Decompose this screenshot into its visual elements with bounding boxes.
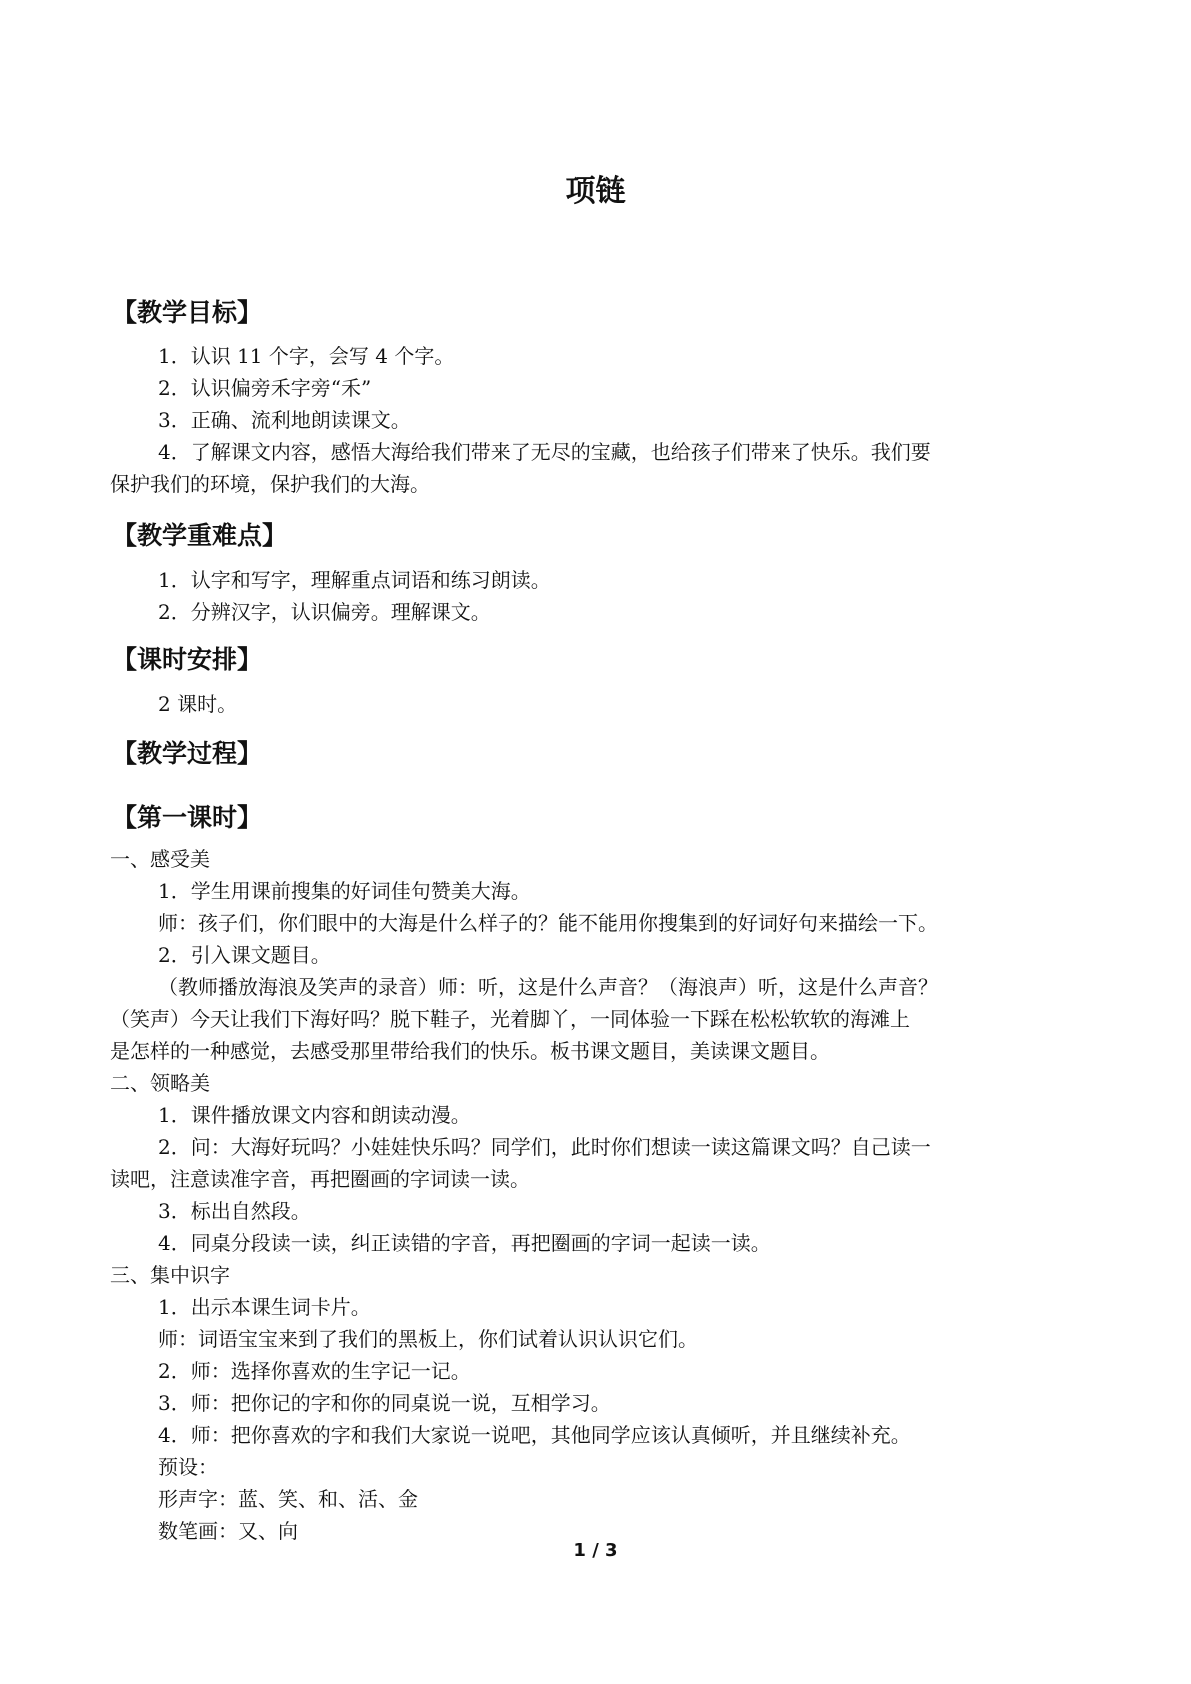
paragraph-line: 1．认识 11 个字，会写 4 个字。 — [158, 344, 455, 368]
section-heading-goals: 【教学目标】 — [112, 298, 263, 327]
subsection-heading: 三、集中识字 — [110, 1263, 230, 1287]
section-heading-key-points: 【教学重难点】 — [112, 521, 288, 550]
section-heading-process: 【教学过程】 — [112, 739, 263, 768]
page-number: 1 / 3 — [573, 1540, 618, 1561]
paragraph-line: 数笔画：又、向 — [158, 1519, 298, 1543]
paragraph-line: 形声字：蓝、笑、和、活、金 — [158, 1487, 418, 1511]
paragraph-line: 4．同桌分段读一读，纠正读错的字音，再把圈画的字词一起读一读。 — [158, 1231, 771, 1255]
paragraph-line: 2．认识偏旁禾字旁“禾” — [158, 376, 372, 400]
paragraph-line: 师：孩子们，你们眼中的大海是什么样子的？能不能用你搜集到的好词好句来描绘一下。 — [158, 911, 938, 935]
paragraph-line: （笑声）今天让我们下海好吗？脱下鞋子，光着脚丫，一同体验一下踩在松松软软的海滩上 — [110, 1007, 910, 1031]
paragraph-line: 3．正确、流利地朗读课文。 — [158, 408, 411, 432]
paragraph-line: 4．了解课文内容，感悟大海给我们带来了无尽的宝藏，也给孩子们带来了快乐。我们要 — [158, 440, 931, 464]
paragraph-line: 师：词语宝宝来到了我们的黑板上，你们试着认识认识它们。 — [158, 1327, 698, 1351]
paragraph-line: 3．标出自然段。 — [158, 1199, 311, 1223]
paragraph-line: 保护我们的环境，保护我们的大海。 — [110, 472, 430, 496]
subsection-heading: 一、感受美 — [110, 847, 210, 871]
paragraph-line: 2．问：大海好玩吗？小娃娃快乐吗？同学们，此时你们想读一读这篇课文吗？自己读一 — [158, 1135, 931, 1159]
page-title: 项链 — [565, 174, 626, 209]
paragraph-line: 预设： — [158, 1455, 218, 1479]
paragraph-line: 2．师：选择你喜欢的生字记一记。 — [158, 1359, 471, 1383]
paragraph-line: 1．学生用课前搜集的好词佳句赞美大海。 — [158, 879, 531, 903]
section-heading-first-lesson: 【第一课时】 — [112, 803, 263, 832]
paragraph-line: 2．分辨汉字，认识偏旁。理解课文。 — [158, 600, 491, 624]
paragraph-line: 读吧，注意读准字音，再把圈画的字词读一读。 — [110, 1167, 530, 1191]
paragraph-line: （教师播放海浪及笑声的录音）师：听，这是什么声音？（海浪声）听，这是什么声音？ — [158, 975, 938, 999]
paragraph-line: 是怎样的一种感觉，去感受那里带给我们的快乐。板书课文题目，美读课文题目。 — [110, 1039, 830, 1063]
paragraph-line: 1．认字和写字，理解重点词语和练习朗读。 — [158, 568, 551, 592]
subsection-heading: 二、领略美 — [110, 1071, 210, 1095]
paragraph-line: 1．课件播放课文内容和朗读动漫。 — [158, 1103, 471, 1127]
section-heading-schedule: 【课时安排】 — [112, 645, 263, 674]
paragraph-line: 1．出示本课生词卡片。 — [158, 1295, 371, 1319]
paragraph-line: 2 课时。 — [158, 692, 238, 716]
paragraph-line: 2．引入课文题目。 — [158, 943, 331, 967]
paragraph-line: 4．师：把你喜欢的字和我们大家说一说吧，其他同学应该认真倾听，并且继续补充。 — [158, 1423, 911, 1447]
paragraph-line: 3．师：把你记的字和你的同桌说一说，互相学习。 — [158, 1391, 611, 1415]
